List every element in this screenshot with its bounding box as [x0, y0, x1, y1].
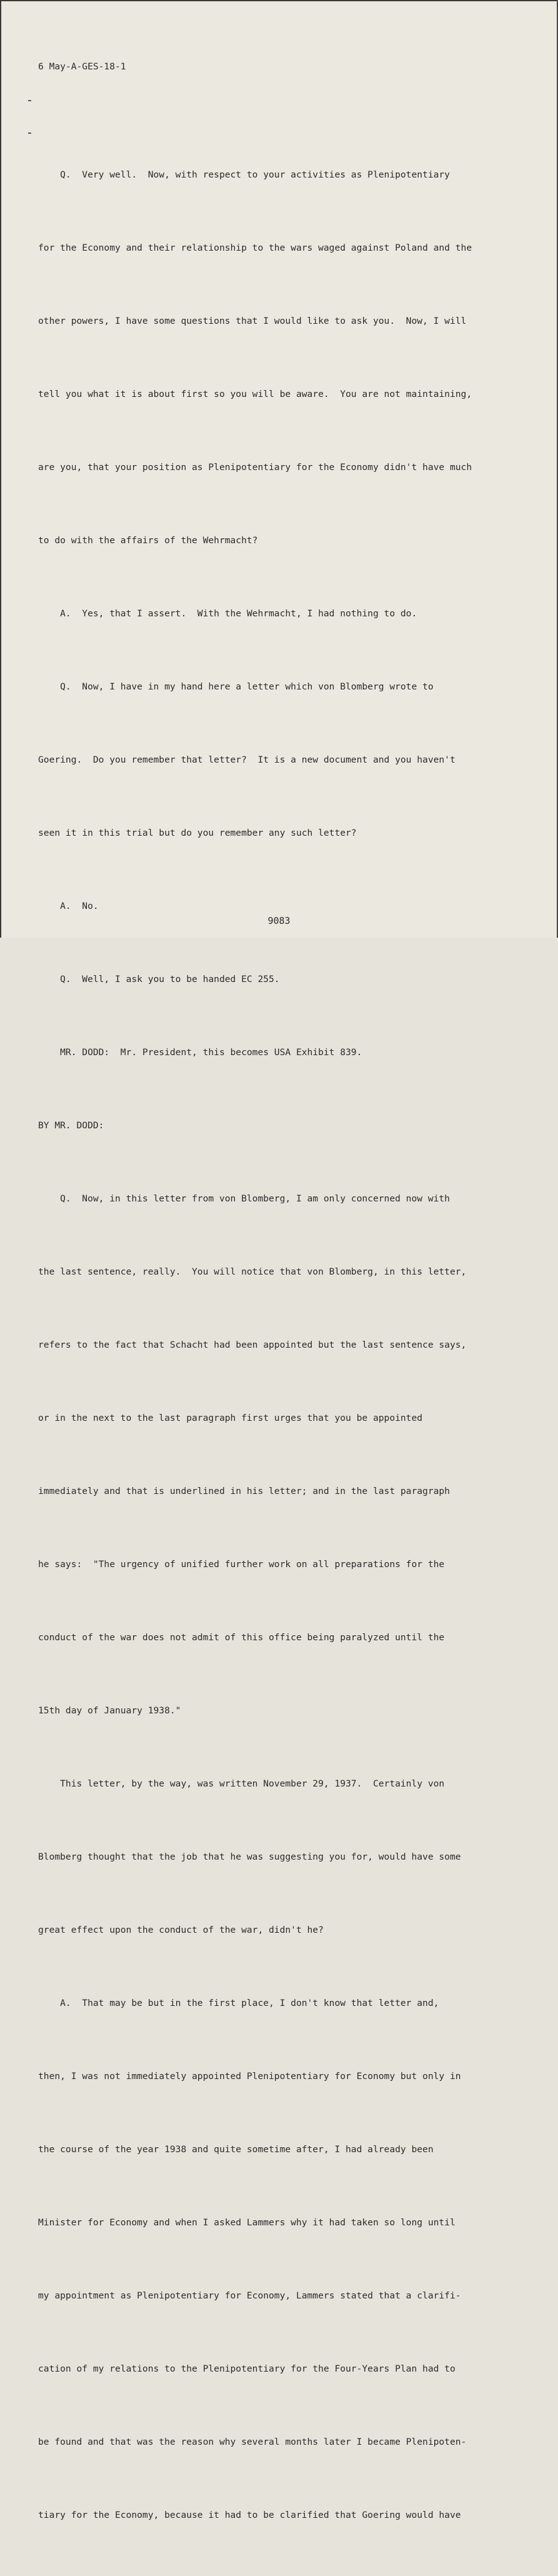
margin-mark — [28, 133, 31, 134]
text-line: MR. DODD: Mr. President, this becomes USA Exhibit 839. — [38, 1047, 362, 1058]
text-line: Blomberg thought that the job that he was suggesting you for, would have some — [38, 1852, 461, 1862]
text-line: my appointment as Plenipotentiary for Economy, Lammers stated that a clarifi- — [38, 2290, 461, 2301]
text-line: other powers, I have some questions that I would like to ask you. Now, I will — [38, 316, 467, 326]
text-line: This letter, by the way, was written November 29, 1937. Certainly von — [38, 1778, 445, 1789]
text-line: cation of my relations to the Plenipotentiary for the Four-Years Plan had to — [38, 2363, 456, 2374]
text-line: BY MR. DODD: — [38, 1120, 104, 1131]
text-line: A. Yes, that I assert. With the Wehrmacht, I had nothing to do. — [38, 608, 417, 619]
text-line: to do with the affairs of the Wehrmacht? — [38, 535, 258, 546]
text-line: the course of the year 1938 and quite sometime after, I had already been — [38, 2144, 434, 2155]
text-line: Goering. Do you remember that letter? It is a new document and you haven't — [38, 754, 456, 765]
text-line: tell you what it is about first so you will be aware. You are not maintaining, — [38, 389, 472, 399]
text-line: Q. Very well. Now, with respect to your activities as Plenipotentiary — [38, 169, 450, 180]
text-line: 15th day of January 1938." — [38, 1705, 181, 1716]
text-line: he says: "The urgency of unified further work on all preparations for the — [38, 1559, 445, 1570]
text-line: immediately and that is underlined in his letter; and in the last paragraph — [38, 1486, 450, 1496]
text-line: Q. Now, in this letter from von Blomberg, I am only concerned now with — [38, 1193, 450, 1204]
text-line: then, I was not immediately appointed Plenipotentiary for Economy but only in — [38, 2071, 461, 2082]
text-line: A. No. — [38, 901, 99, 911]
text-line: tiary for the Economy, because it had to be clarified that Goering would have — [38, 2510, 461, 2520]
document-reference: 6 May-A-GES-18-1 — [38, 61, 126, 72]
page-edge-top — [0, 0, 558, 1]
text-line: be found and that was the reason why several months later I became Plenipoten- — [38, 2437, 467, 2447]
transcript-body — [38, 114, 521, 2576]
text-line: the last sentence, really. You will notice that von Blomberg, in this letter, — [38, 1266, 467, 1277]
text-line: are you, that your position as Plenipotentiary for the Economy didn't have much — [38, 462, 472, 473]
text-line: conduct of the war does not admit of this office being paralyzed until the — [38, 1632, 445, 1643]
text-line: Q. Now, I have in my hand here a letter which von Blomberg wrote to — [38, 681, 434, 692]
page-edge-left — [0, 0, 1, 938]
text-line: or in the next to the last paragraph first urges that you be appointed — [38, 1413, 423, 1423]
text-line: Minister for Economy and when I asked Lammers why it had taken so long until — [38, 2217, 456, 2228]
text-line: great effect upon the conduct of the war, didn't he? — [38, 1925, 324, 1935]
text-line: A. That may be but in the first place, I don't know that letter and, — [38, 1998, 439, 2008]
text-line: Q. Well, I ask you to be handed EC 255. — [38, 974, 280, 985]
text-line: seen it in this trial but do you remember any such letter? — [38, 828, 357, 838]
margin-mark — [28, 100, 31, 101]
page-number: 9083 — [267, 915, 291, 926]
text-line: refers to the fact that Schacht had been appointed but the last sentence says, — [38, 1340, 467, 1350]
text-line: for the Economy and their relationship to the wars waged against Poland and the — [38, 243, 472, 253]
